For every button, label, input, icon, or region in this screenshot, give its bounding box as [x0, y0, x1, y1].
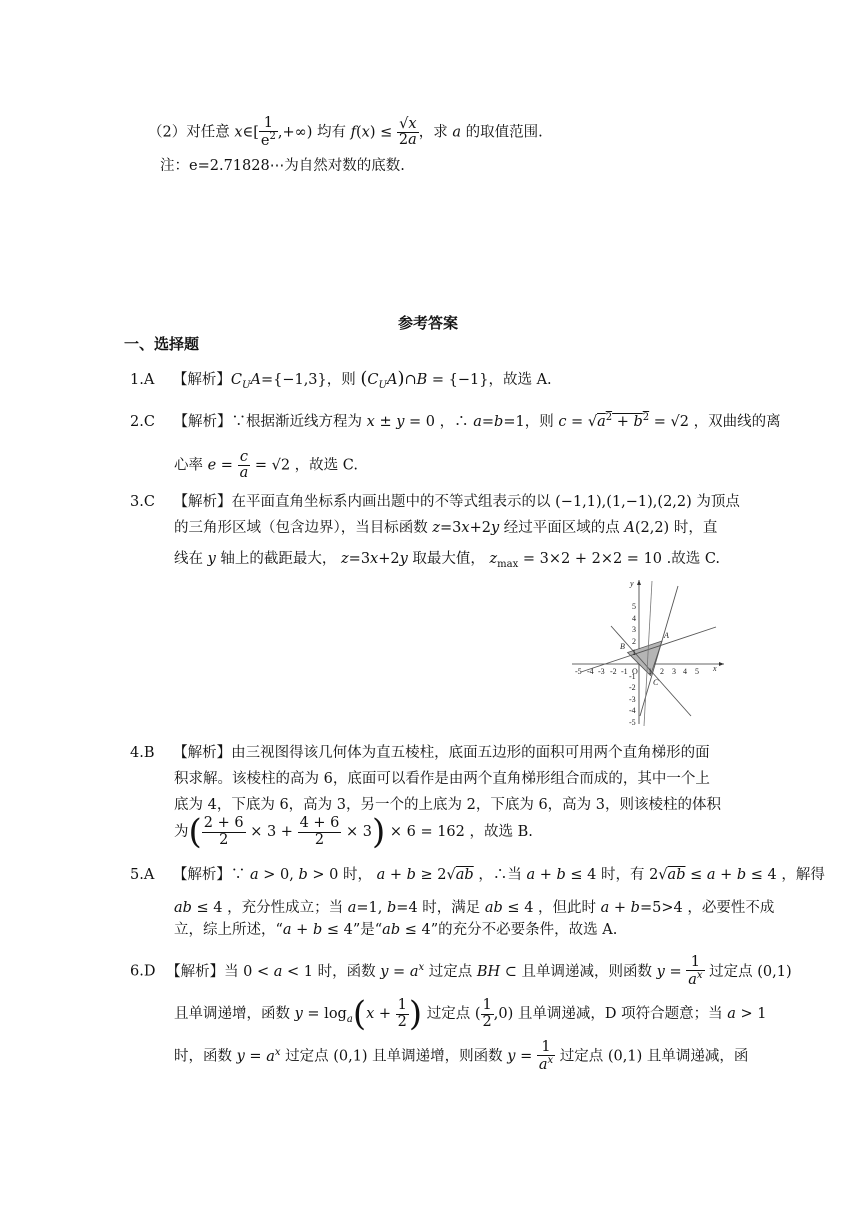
y-tick: 5: [632, 602, 636, 611]
y-tick: 3: [632, 625, 636, 634]
fraction-1-e2: $\frac{1}{e^2}$: [260, 115, 276, 150]
answer-item-6-line-3: 时，函数 $y = a^x$ 过定点 (0,1) 且单调递增，则函数 y = $\frac{1}{a^x}$ 过定点 (0,1) 且单调递减，函: [174, 1039, 749, 1074]
y-tick: 2: [632, 637, 636, 646]
answer-item-6-line-2: 且单调递增，函数 $y = \log_a(x$ + $\frac{1}{2}$ ) 过定点 ( $\frac{1}{2}$ ,0) 且单调递减，D 项符合题意；当 a > 1: [174, 994, 767, 1034]
y-tick: -2: [629, 683, 636, 692]
x-tick: 3: [672, 667, 676, 676]
x-tick: 2: [660, 667, 664, 676]
answer-number: 4.B: [130, 745, 155, 761]
answer-item-3-line-3: 线在 y 轴上的截距最大， z=3x+2y 取最大值， $z_{max} = 3\times 2 + 2\times 2 = 10$ .故选 C.: [174, 551, 721, 570]
fraction-sqrtx-2a: $\frac{√x}{2a}$: [398, 115, 417, 149]
problem-line-1: （2）对任意 x∈[ $\frac{1}{e^2}$ ,+∞) 均有 f(x) ≤ $\frac{√x}{2a}$ ，求 a 的取值范围.: [148, 115, 543, 150]
problem-prefix: （2）对任意 x∈[: [148, 124, 259, 141]
answer-4-text-1: 【解析】由三视图得该几何体为直五棱柱，底面五边形的面积可用两个直角梯形的面: [173, 745, 710, 761]
answer-number: 2.C: [130, 414, 155, 430]
answer-item-2-line-2: 心率 e = $\frac{c}{a}$ = √2 ，故选 C.: [174, 449, 358, 482]
x-tick: -2: [610, 667, 617, 676]
y-tick: -5: [629, 718, 636, 726]
x-tick: -3: [598, 667, 605, 676]
section-title: 一、选择题: [124, 335, 200, 353]
coordinate-graph: [566, 576, 736, 726]
answer-item-4-line-2: 积求解。该棱柱的高为 6，底面可以看作是由两个直角梯形组合而成的，其中一个上: [174, 771, 710, 787]
point-label-a: A: [664, 631, 669, 640]
answer-item-4-line-4: 为( $\frac{2 + 6}{2}$ × 3 + $\frac{4 + 6}{2}$ × 3) × 6 = 162 ，故选 B.: [174, 812, 533, 852]
answer-item-2: 2.C 【解析】∵根据渐近线方程为 x ± y = 0 ，∴ a=b=1，则 $c = √a^2 + b^2 = √2$ ，双曲线的离: [130, 412, 781, 430]
origin-label: O: [632, 667, 638, 676]
answer-number: 6.D: [130, 963, 156, 980]
answer-number: 1.A: [130, 372, 155, 388]
answer-item-1: 1.A 【解析】$C_UA=\{-1,3\}$，则 $(C_UA)\cap B = \{-1\}$，故选 A.: [130, 368, 552, 391]
y-tick: -3: [629, 695, 636, 704]
x-tick: 1: [648, 667, 652, 676]
y-axis-label: y: [630, 579, 634, 588]
answer-item-5-line-2: ab ≤ 4 ，充分性成立；当 a=1, b=4 时，满足 ab ≤ 4 ，但此时 a + b=5>4 ，必要性不成: [174, 900, 775, 916]
answer-item-3: 3.C 【解析】在平面直角坐标系内画出题中的不等式组表示的以 (−1,1),(1,−1),(2,2) 为顶点: [130, 494, 740, 510]
x-tick: -5: [575, 667, 582, 676]
point-label-c: C: [653, 678, 659, 687]
x-axis-label: x: [713, 664, 717, 673]
answers-title: 参考答案: [398, 314, 459, 332]
answer-item-5-line-3: 立，综上所述，“a + b ≤ 4”是“ab ≤ 4”的充分不必要条件，故选 A.: [174, 922, 618, 938]
point-label-b: B: [620, 642, 625, 651]
answer-item-4: [130, 741, 710, 762]
y-tick: -1: [629, 672, 636, 681]
y-tick: 1: [632, 648, 636, 657]
answer-item-6: 6.D 【解析】当 0 < a < 1 时，函数 $y = a^x$ 过定点 BH ⊂ 且单调递减，则函数 y = $\frac{1}{a^x}$ 过定点 (0,1): [130, 954, 792, 989]
answer-item-4-line-3: 底为 4，下底为 6，高为 3，另一个的上底为 2，下底为 6，高为 3，则该棱柱的体积: [174, 797, 722, 813]
y-tick: -4: [629, 706, 636, 715]
x-tick: -1: [621, 667, 628, 676]
x-tick: -4: [587, 667, 594, 676]
y-tick: 4: [632, 614, 636, 623]
answer-item-5: 5.A 【解析】∵ a > 0, b > 0 时， a + b ≥ 2√ab ，∴当 a + b ≤ 4 时，有 2√ab ≤ a + b ≤ 4 ，解得: [130, 867, 825, 883]
problem-note: 注：e=2.71828⋯为自然对数的底数.: [160, 158, 405, 174]
answer-number: 5.A: [130, 867, 155, 883]
answer-item-3-line-2: 的三角形区域（包含边界），当目标函数 z=3x+2y 经过平面区域的点 A(2,2) 时，直: [174, 520, 718, 536]
x-tick: 4: [683, 667, 687, 676]
answer-number: 3.C: [130, 494, 155, 510]
x-tick: 5: [695, 667, 699, 676]
